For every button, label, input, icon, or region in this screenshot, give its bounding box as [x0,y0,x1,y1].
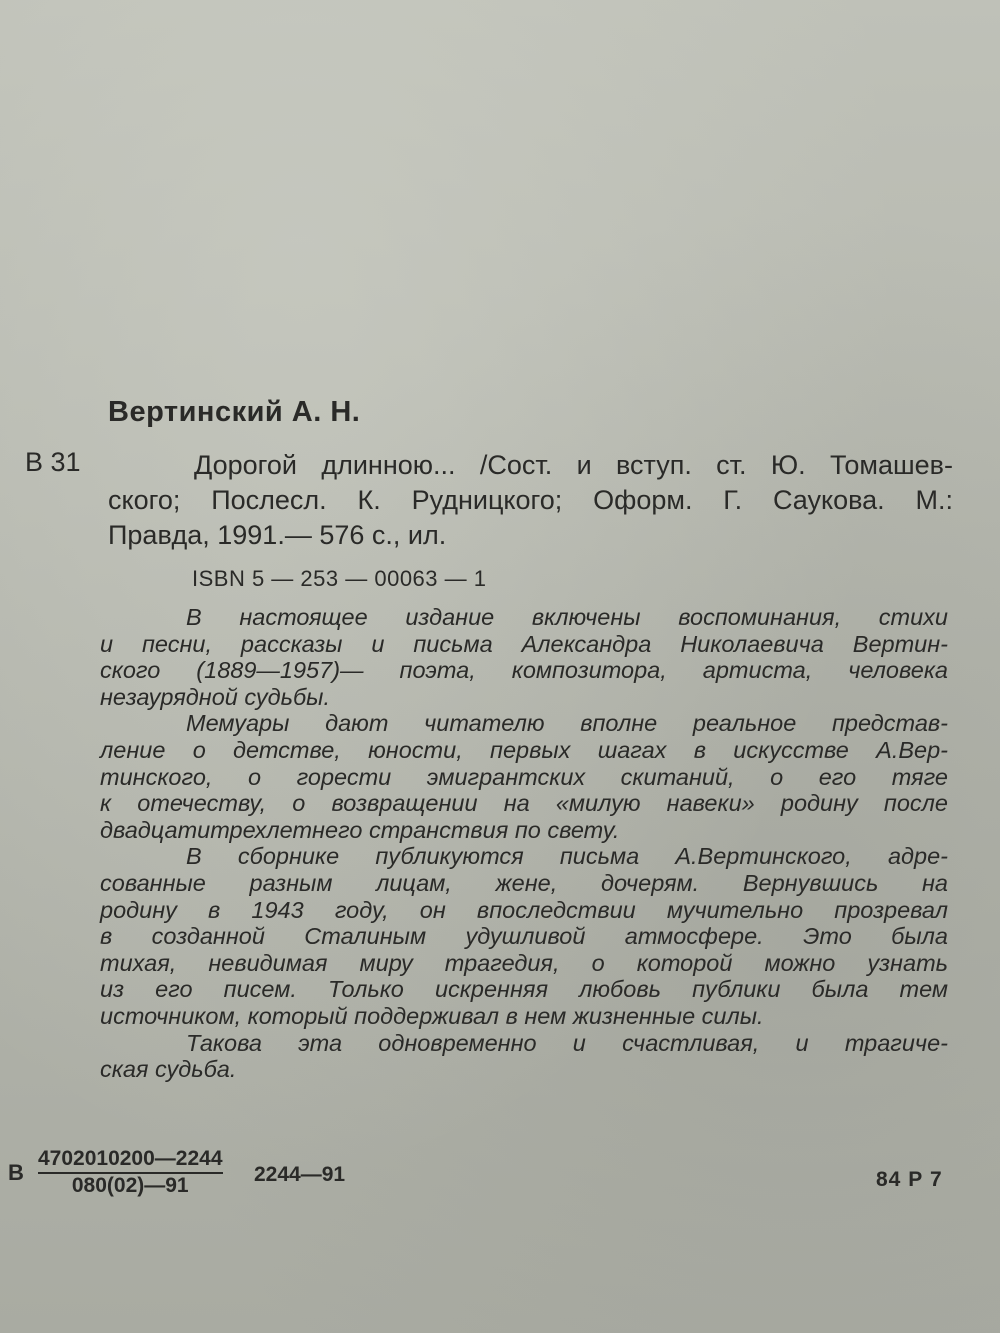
annotation-line: незаурядной судьбы. [100,683,331,710]
annotation-line: и песни, рассказы и письма Александра Николаевича Вертин- [100,630,948,657]
annotation-line: В настоящее издание включены воспоминания, стихи [186,604,948,630]
annotation-line: в созданной Сталиным удушливой атмосфере. Это была [100,923,948,950]
author-heading: Вертинский А. Н. [108,396,361,428]
classification-denominator: 080(02)—91 [71,1174,189,1197]
annotation-line: к отечеству, о возвращении на «милую навеки» родину после [100,790,948,817]
annotation-line: родину в 1943 году, он впоследствии мучительно прозревал [100,896,948,923]
annotation-line: из его писем. Только искренняя любовь публики была тем [100,976,948,1003]
bibliographic-description [108,448,953,553]
annotation-line: сованные разным лицам, жене, дочерям. Вернувшись на [100,869,948,896]
bbk-code: 84 Р 7 [876,1168,943,1191]
classification-letter: В [8,1160,24,1185]
annotation-line: источником, который поддерживал в нем жизненные силы. [100,1002,764,1029]
bibliographic-line: ского; Послесл. К. Рудницкого; Оформ. Г. Саукова. М.: [108,485,953,515]
annotation-line: Такова эта одновременно и счастливая, и трагиче- [186,1029,948,1056]
classification-fraction [38,1147,223,1198]
catalog-code: В 31 [25,447,81,477]
annotation-line: ская судьба. [100,1056,237,1083]
bibliographic-line: Дорогой длинною... /Сост. и вступ. ст. Ю. Томашев- [194,450,953,480]
classification-numerator: 4702010200—2244 [38,1147,223,1174]
annotation-line: тихая, невидимая миру трагедия, о которой можно узнать [100,949,948,976]
annotation-text [100,604,948,1083]
annotation-line: ление о детстве, юности, первых шагах в искусстве А.Вер- [100,736,948,763]
annotation-line: ского (1889—1957)— поэта, композитора, артиста, человека [100,657,948,684]
annotation-line: В сборнике публикуются письма А.Вертинского, адре- [186,843,948,870]
classification-side-code: 2244—91 [254,1163,346,1186]
annotation-line: двадцатитрехлетнего странствия по свету. [100,816,620,843]
isbn-number: ISBN 5 — 253 — 00063 — 1 [192,566,487,591]
annotation-line: Мемуары дают читателю вполне реальное представ- [186,710,948,737]
annotation-line: тинского, о горести эмигрантских скитаний, о его тяге [100,763,948,790]
bibliographic-line: Правда, 1991.— 576 с., ил. [108,520,447,550]
